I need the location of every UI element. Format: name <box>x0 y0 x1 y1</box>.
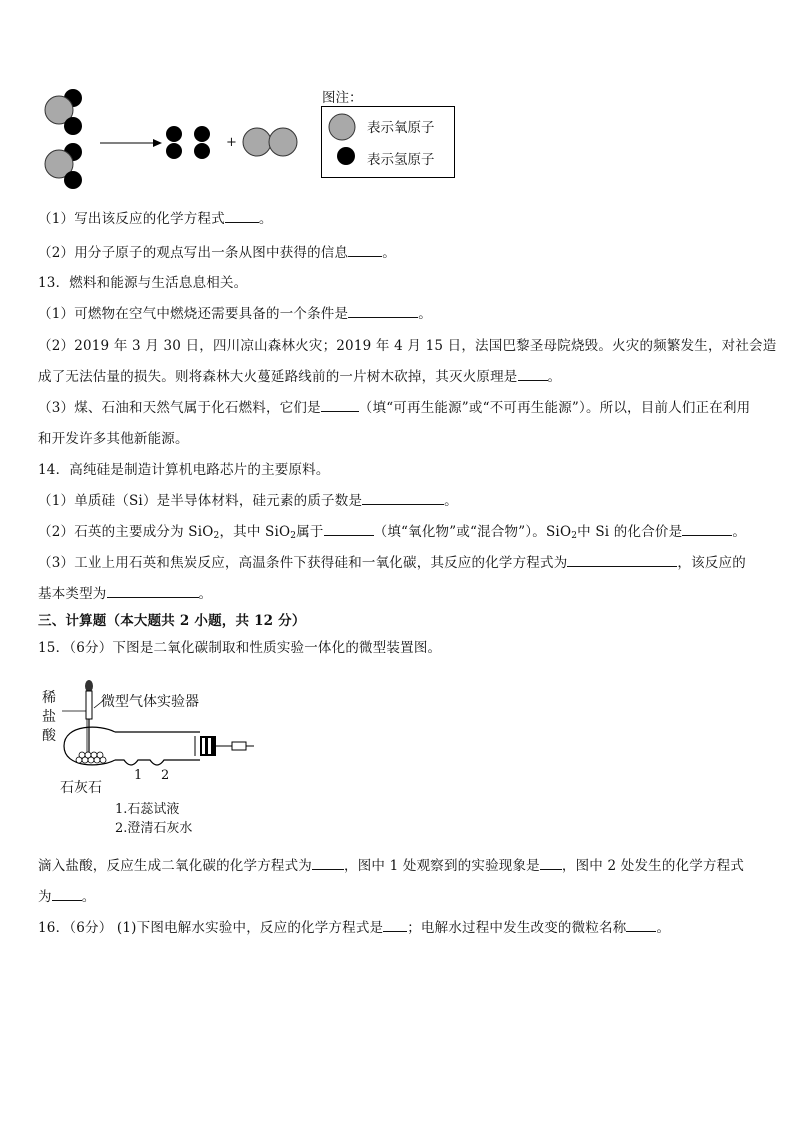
plus-sign: + <box>226 135 237 150</box>
stopper <box>200 736 254 756</box>
device-label: 微型气体实验器 <box>101 694 199 710</box>
acid-label: 盐 <box>42 709 56 725</box>
answer-blank[interactable] <box>362 492 444 505</box>
q14-part2: （2）石英的主要成分为 SiO$_2$，其中 SiO$_2$属于 （填“氧化物”或“混合物”）。SiO$_2$中 Si 的化合价是 。 <box>38 524 747 541</box>
q15-line1: 滴入盐酸，反应生成二氧化碳的化学方程式为 ，图中 1 处观察到的实验现象是 ，图中 2 处发生的化学方程式 <box>38 858 745 874</box>
note-limewater: 2.澄清石灰水 <box>115 821 193 836</box>
answer-blank[interactable] <box>312 857 344 870</box>
arrow-icon <box>100 139 162 147</box>
q16-line1: 16．（6分） (1)下图电解水实验中，反应的化学方程式是 ；电解水过程中发生改变的微粒名称 。 <box>38 920 671 936</box>
q13-part2-line1: （2）2019 年 3 月 30 日，四川凉山森林火灾；2019 年 4 月 15 日，法国巴黎圣母院烧毁。火灾的频繁发生，对社会造 <box>38 338 777 354</box>
answer-blank[interactable] <box>225 210 259 223</box>
legend-title: 图注： <box>322 90 363 106</box>
position-1-label: 1 <box>134 768 143 783</box>
q12-part1: （1）写出该反应的化学方程式 。 <box>38 211 273 227</box>
q14-part3-line1: （3）工业上用石英和焦炭反应，高温条件下获得硅和一氧化碳，其反应的化学方程式为 ，该反应的 <box>38 555 746 571</box>
section-title: 三、计算题（本大题共 2 小题，共 12 分） <box>38 613 306 629</box>
answer-blank[interactable] <box>324 523 374 536</box>
acid-label: 稀 <box>42 690 56 706</box>
position-2-label: 2 <box>161 768 170 783</box>
tube <box>115 732 200 765</box>
stone-label: 石灰石 <box>60 780 102 796</box>
reaction-diagram <box>36 84 306 194</box>
answer-blank[interactable] <box>348 244 382 257</box>
answer-blank[interactable] <box>540 857 562 870</box>
answer-blank[interactable] <box>321 399 359 412</box>
note-litmus: 1.石蕊试液 <box>115 802 180 817</box>
q13-part1: （1）可燃物在空气中燃烧还需要具备的一个条件是 。 <box>38 306 432 322</box>
legend-hydrogen-label: 表示氢原子 <box>367 152 435 168</box>
q12-part2: （2）用分子原子的观点写出一条从图中获得的信息 。 <box>38 245 396 261</box>
q14-part1: （1）单质硅（Si）是半导体材料，硅元素的质子数是 。 <box>38 493 458 509</box>
q14-title: 14．高纯硅是制造计算机电路芯片的主要原料。 <box>38 462 330 478</box>
q13-part2-line2: 成了无法估量的损失。则将森林大火蔓延路线前的一片树木砍掉，其灭火原理是 。 <box>38 369 562 385</box>
hydrogen-molecule <box>166 126 182 159</box>
water-molecule <box>45 143 82 189</box>
answer-blank[interactable] <box>107 585 199 598</box>
answer-blank[interactable] <box>52 888 82 901</box>
q13-part3-line1: （3）煤、石油和天然气属于化石燃料，它们是 （填“可再生能源”或“不可再生能源”）。所以，目前人们正在利用 <box>38 400 751 416</box>
acid-label: 酸 <box>42 728 56 744</box>
answer-blank[interactable] <box>383 919 407 932</box>
q15-title: 15．（6分）下图是二氧化碳制取和性质实验一体化的微型装置图。 <box>38 640 442 656</box>
answer-blank[interactable] <box>348 305 418 318</box>
q15-line2: 为 。 <box>38 889 96 905</box>
answer-blank[interactable] <box>626 919 656 932</box>
answer-blank[interactable] <box>567 554 677 567</box>
answer-blank[interactable] <box>518 368 548 381</box>
oxygen-molecule <box>243 128 297 156</box>
legend-oxygen-label: 表示氧原子 <box>367 120 435 136</box>
water-molecule <box>45 89 82 135</box>
dropper-icon <box>85 680 93 758</box>
oxygen-atom-icon <box>327 112 357 142</box>
hydrogen-atom-icon <box>336 146 356 166</box>
answer-blank[interactable] <box>682 523 732 536</box>
q14-part3-line2: 基本类型为 。 <box>38 586 213 602</box>
hydrogen-molecule <box>194 126 210 159</box>
q13-title: 13．燃料和能源与生活息息相关。 <box>38 275 248 291</box>
q13-part3-line2: 和开发许多其他新能源。 <box>38 431 189 447</box>
